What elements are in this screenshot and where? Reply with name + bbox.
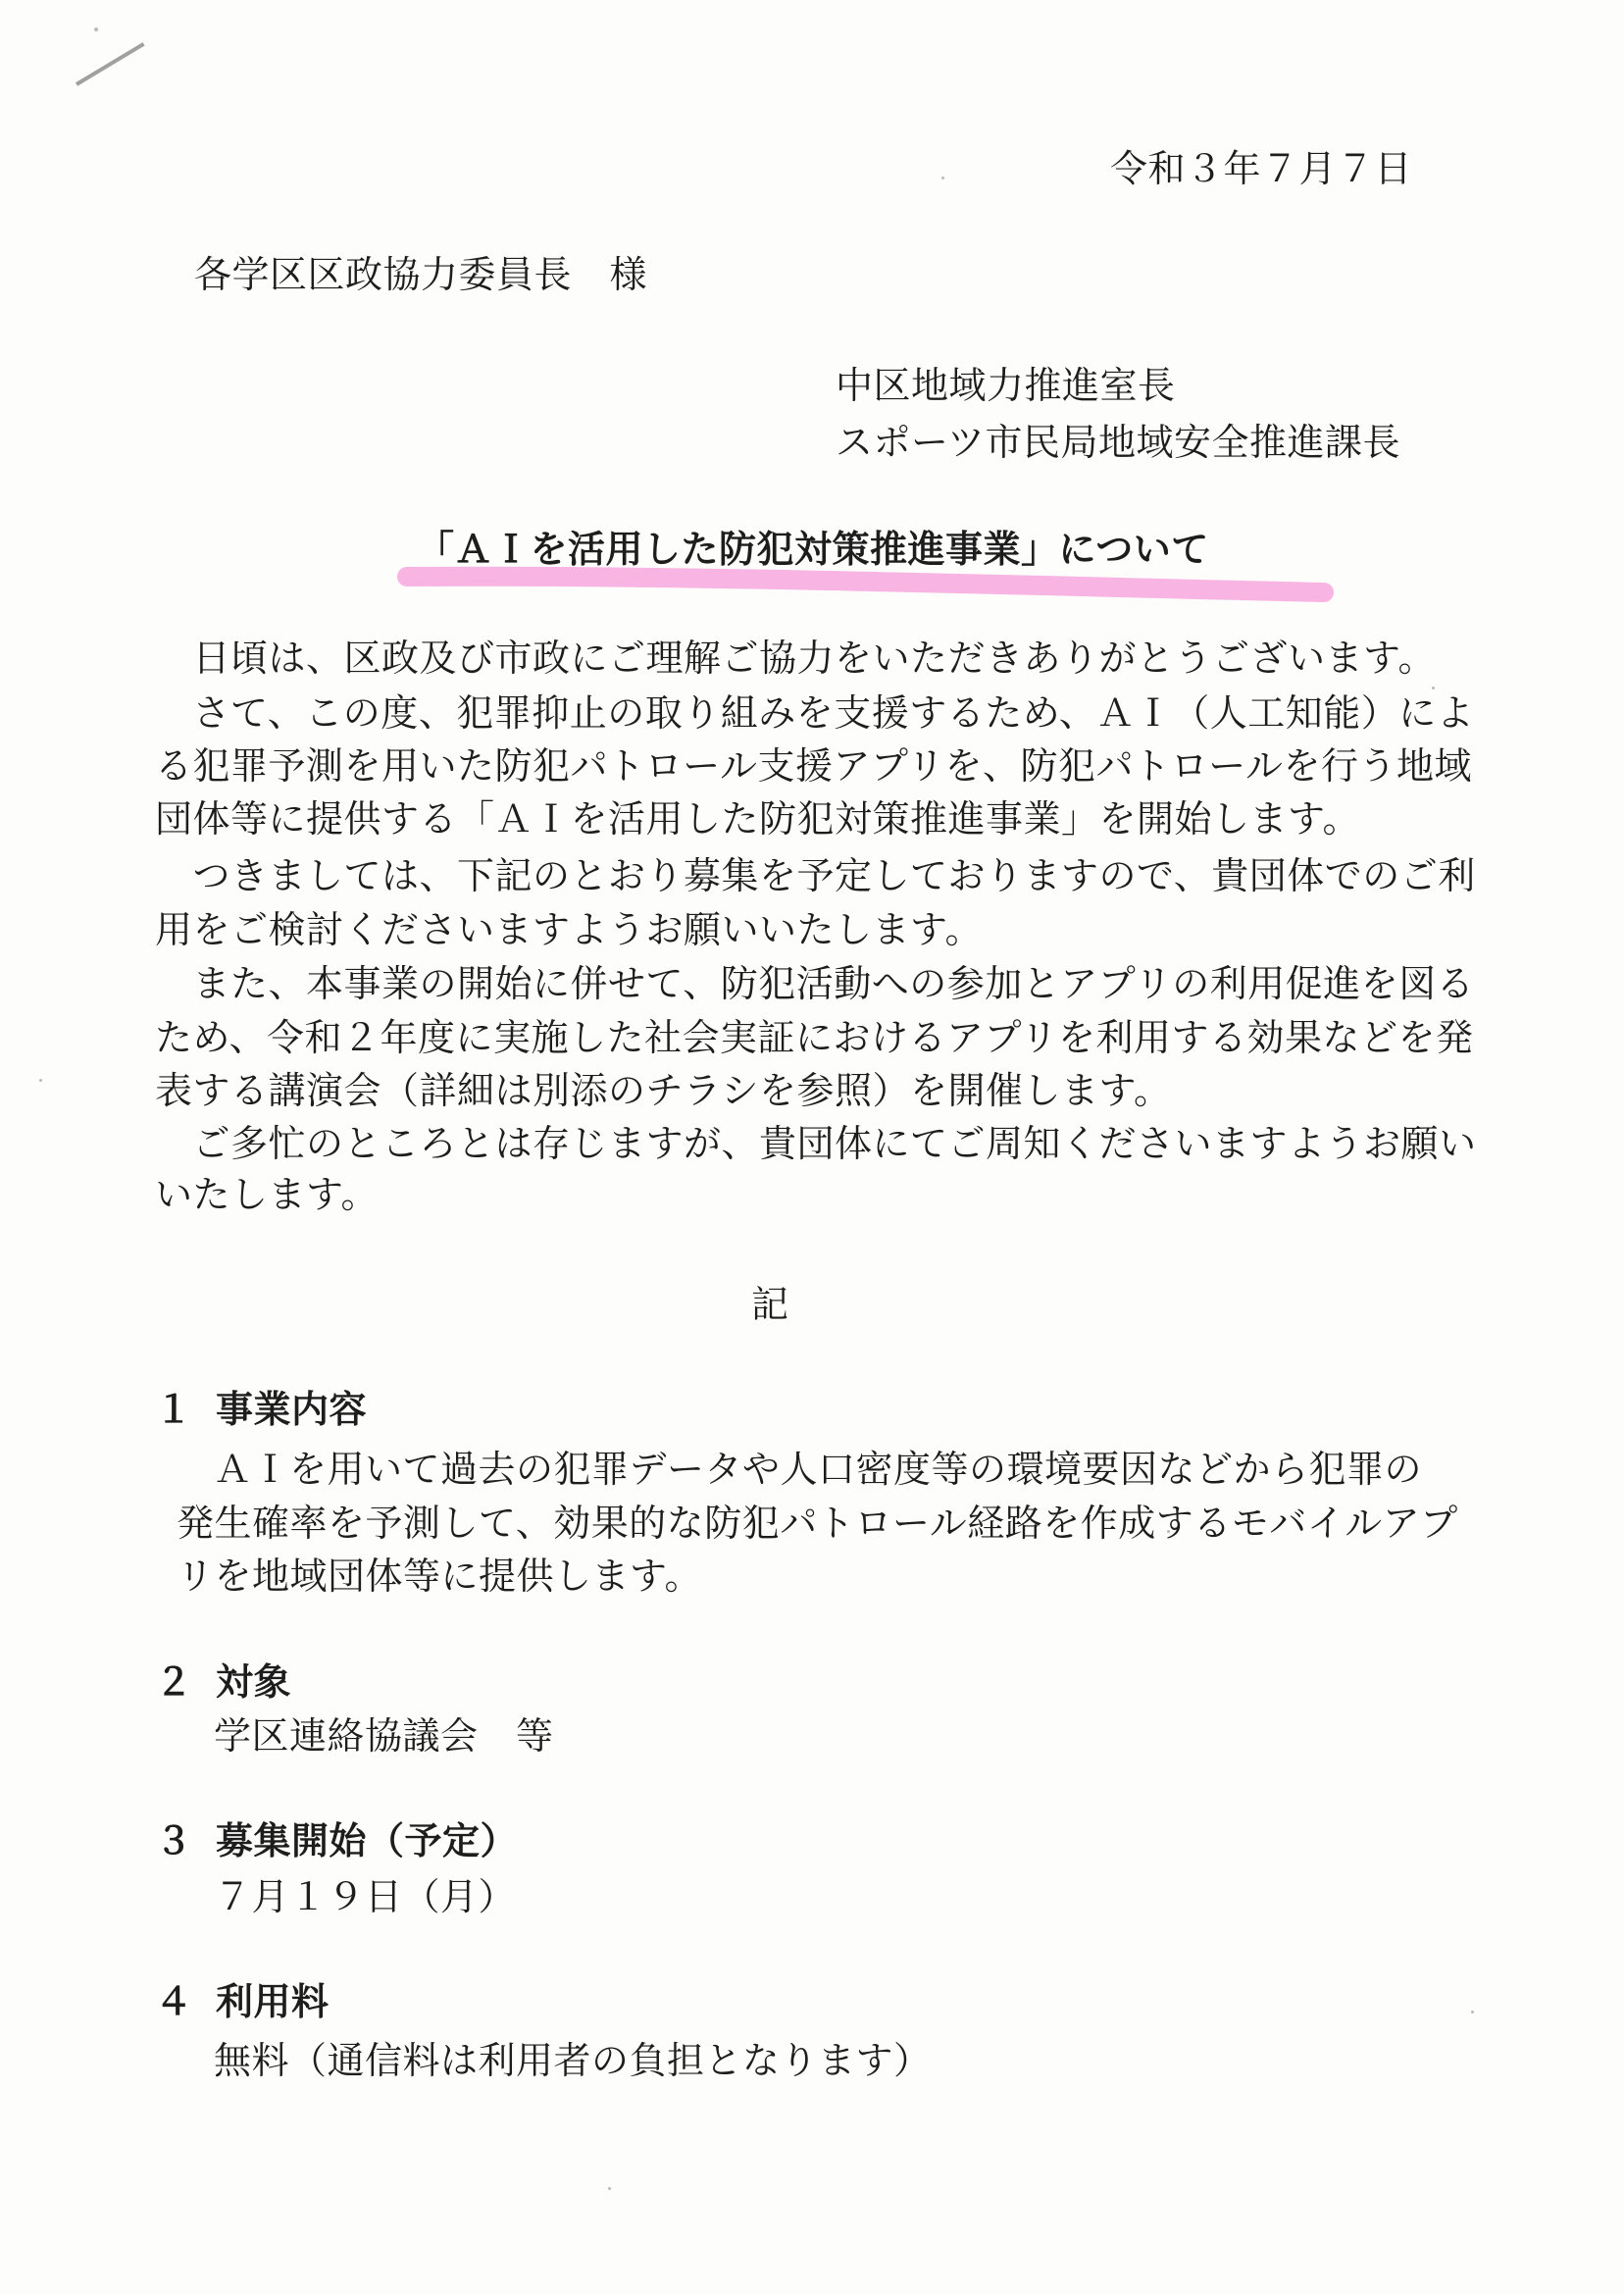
section-number: ３ (155, 1819, 193, 1862)
section-heading: 事業内容 (216, 1388, 368, 1431)
section-text: ＡＩを用いて過去の犯罪データや人口密度等の環境要因などから犯罪の (214, 1448, 1423, 1491)
section-number: １ (155, 1388, 193, 1431)
body-line: 団体等に提供する「ＡＩを活用した防犯対策推進事業」を開始します。 (155, 797, 1360, 841)
sender-line: 中区地域力推進室長 (836, 364, 1176, 407)
section-text: リを地域団体等に提供します。 (177, 1555, 702, 1598)
body-line: る犯罪予測を用いた防犯パトロール支援アプリを、防犯パトロールを行う地域 (155, 744, 1472, 788)
sender-line: スポーツ市民局地域安全推進課長 (836, 421, 1400, 464)
body-line: さて、この度、犯罪抑止の取り組みを支援するため、ＡＩ（人工知能）によ (155, 691, 1475, 735)
section-heading: 対象 (216, 1660, 292, 1704)
body-line: ご多忙のところとは存じますが、貴団体にてご周知くださいますようお願い (155, 1122, 1477, 1165)
section-number: ２ (155, 1660, 193, 1704)
body-line: また、本事業の開始に併せて、防犯活動への参加とアプリの利用促進を図る (155, 962, 1475, 1005)
body-line: 表する講演会（詳細は別添のチラシを参照）を開催します。 (155, 1069, 1172, 1112)
body-line: 用をご検討くださいますようお願いいたします。 (155, 908, 983, 951)
body-line: つきましては、下記のとおり募集を予定しておりますので、貴団体でのご利 (155, 854, 1476, 897)
section-text: 無料（通信料は利用者の負担となります） (214, 2039, 932, 2082)
document-title: 「ＡＩを活用した防犯対策推進事業」について (417, 528, 1209, 571)
section-text: 学区連絡協議会 等 (214, 1714, 554, 1758)
section-text: ７月１９日（月） (214, 1875, 517, 1918)
section-number: ４ (155, 1980, 193, 2023)
ki-marker: 記 (751, 1283, 789, 1326)
recipient: 各学区区政協力委員長 様 (194, 253, 648, 296)
document-date: 令和３年７月７日 (1110, 147, 1413, 190)
section-text: 発生確率を予測して、効果的な防犯パトロール経路を作成するモバイルアプ (177, 1502, 1458, 1545)
body-line: ため、令和２年度に実施した社会実証におけるアプリを利用する効果などを発 (155, 1016, 1474, 1059)
section-heading: 募集開始（予定） (216, 1819, 519, 1862)
body-line: いたします。 (155, 1173, 379, 1216)
body-line: 日頃は、区政及び市政にご理解ご協力をいただきありがとうございます。 (155, 637, 1436, 680)
section-heading: 利用料 (216, 1980, 330, 2023)
